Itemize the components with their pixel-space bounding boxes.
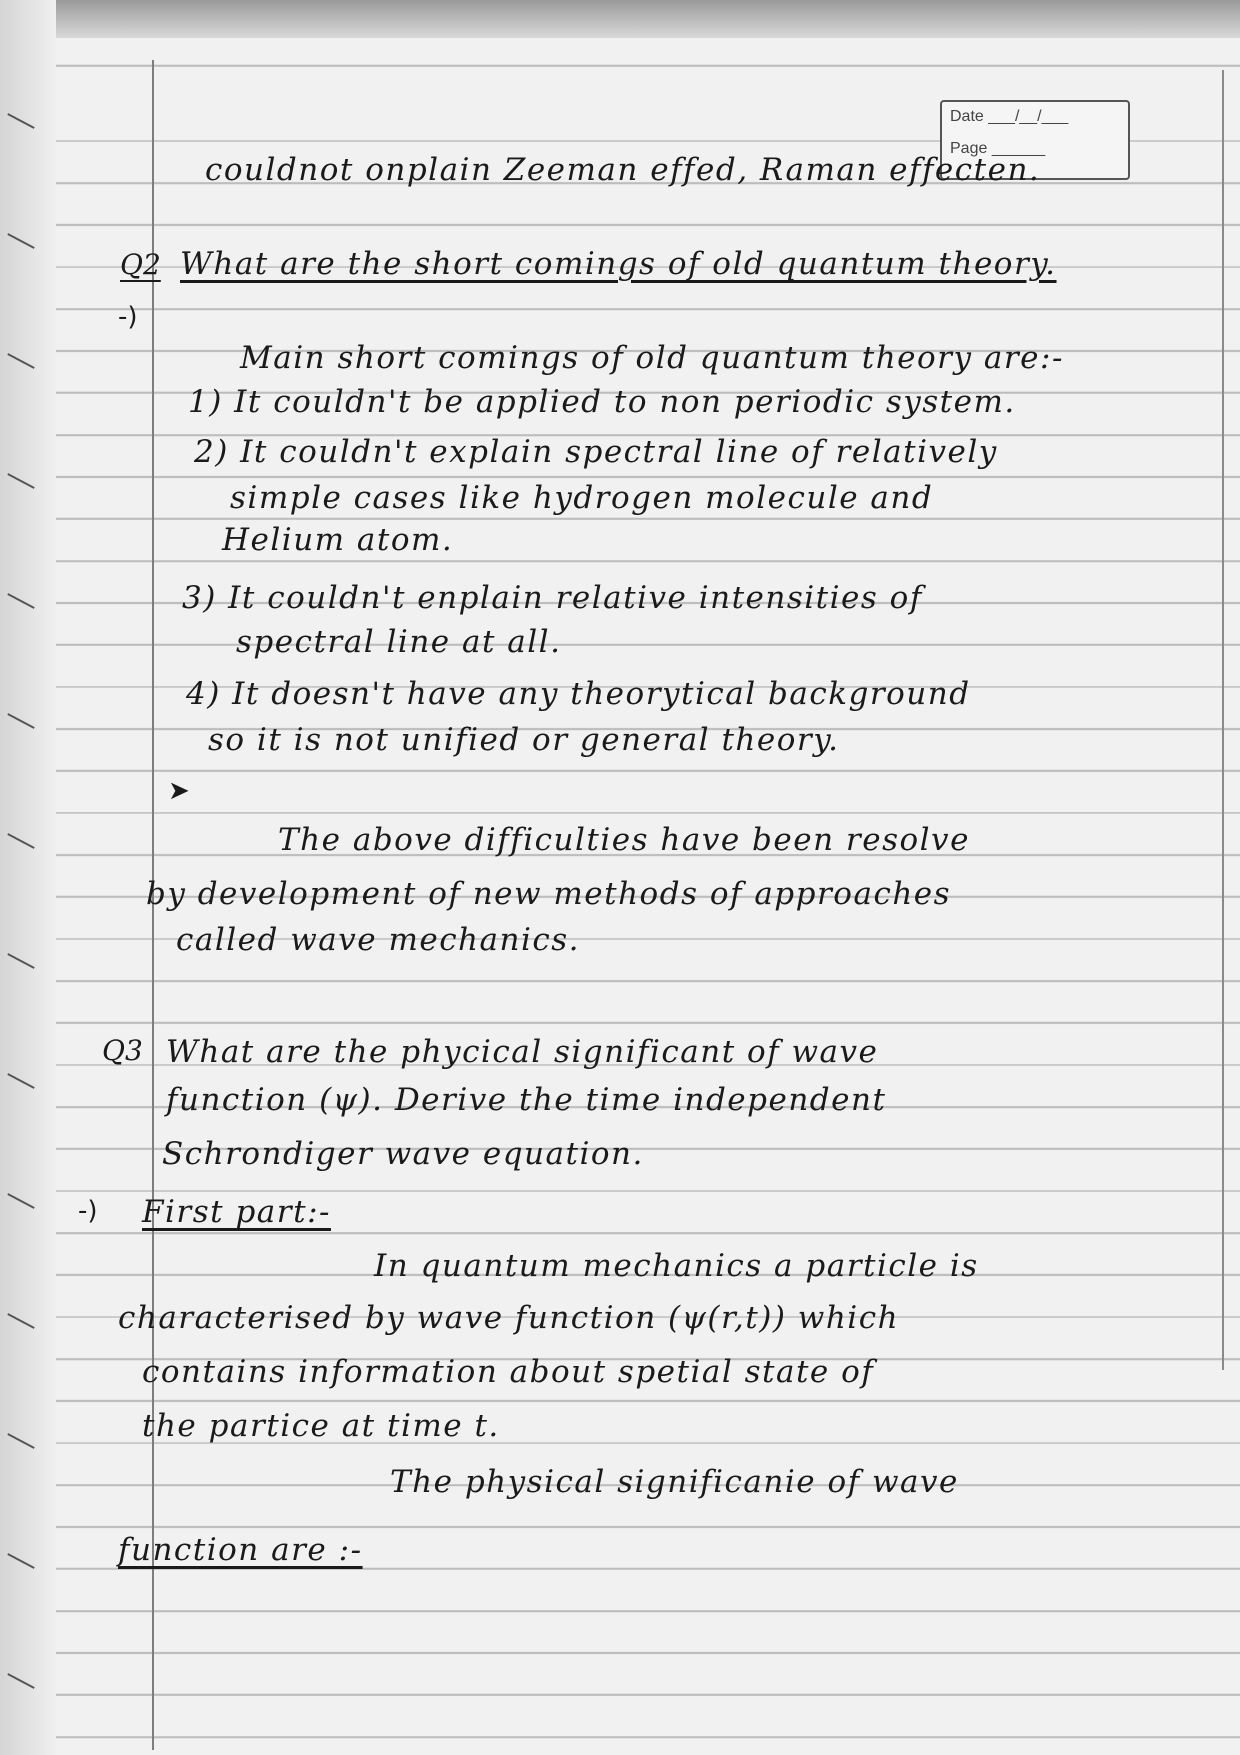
binding-mark	[7, 953, 34, 969]
binding-mark	[7, 713, 34, 729]
right-margin-line	[1222, 70, 1224, 1370]
binding-mark	[7, 1553, 34, 1569]
note-line: The above difficulties have been resolve	[278, 822, 970, 858]
note-line: contains information about spetial state of	[142, 1354, 875, 1390]
binding-mark	[7, 1673, 34, 1689]
binding-mark	[7, 1433, 34, 1449]
note-line: Helium atom.	[222, 522, 454, 558]
note-line: simple cases like hydrogen molecule and	[230, 480, 934, 516]
note-line: 3) It couldn't enplain relative intensities of	[182, 580, 923, 616]
note-line: 1) It couldn't be applied to non periodic system.	[188, 384, 1016, 420]
binding-mark	[7, 1313, 34, 1329]
answer-marker: -)	[118, 302, 138, 332]
note-line: 2) It couldn't explain spectral line of relatively	[194, 434, 998, 470]
binding-mark	[7, 1073, 34, 1089]
question-number: Q3	[102, 1034, 143, 1067]
note-line: by development of new methods of approaches	[146, 876, 952, 912]
question-heading: What are the phycical significant of wave	[166, 1034, 879, 1070]
section-heading: First part:-	[142, 1194, 331, 1230]
note-line: couldnot onplain Zeeman effed, Raman effecten.	[205, 152, 1041, 188]
question-heading: Schrondiger wave equation.	[162, 1136, 644, 1172]
question-heading: function (ψ). Derive the time independent	[166, 1082, 887, 1118]
binding-mark	[7, 113, 34, 129]
binding-mark	[7, 833, 34, 849]
note-line: function are :-	[118, 1532, 363, 1568]
question-heading: What are the short comings of old quantum theory.	[180, 246, 1057, 282]
note-line: 4) It doesn't have any theorytical background	[186, 676, 971, 712]
binding-mark	[7, 1193, 34, 1209]
note-line: called wave mechanics.	[176, 922, 581, 958]
note-line: the partice at time t.	[142, 1408, 500, 1444]
note-line: In quantum mechanics a particle is	[374, 1248, 979, 1284]
page-label: Page ______	[950, 140, 1046, 157]
page-top-shadow	[0, 0, 1240, 38]
question-number: Q2	[120, 248, 161, 281]
binding-mark	[7, 353, 34, 369]
binding-mark	[7, 233, 34, 249]
spiral-binding	[0, 0, 56, 1755]
date-label: Date ___/__/___	[950, 108, 1069, 125]
note-line: so it is not unified or general theory.	[208, 722, 840, 758]
binding-mark	[7, 593, 34, 609]
note-line: The physical significanie of wave	[390, 1464, 959, 1500]
note-line: spectral line at all.	[236, 624, 562, 660]
answer-marker: -)	[78, 1196, 98, 1226]
arrow-icon: ➤	[168, 776, 190, 806]
binding-mark	[7, 473, 34, 489]
note-line: Main short comings of old quantum theory are:-	[240, 340, 1064, 376]
note-line: characterised by wave function (ψ(r,t)) which	[118, 1300, 900, 1336]
